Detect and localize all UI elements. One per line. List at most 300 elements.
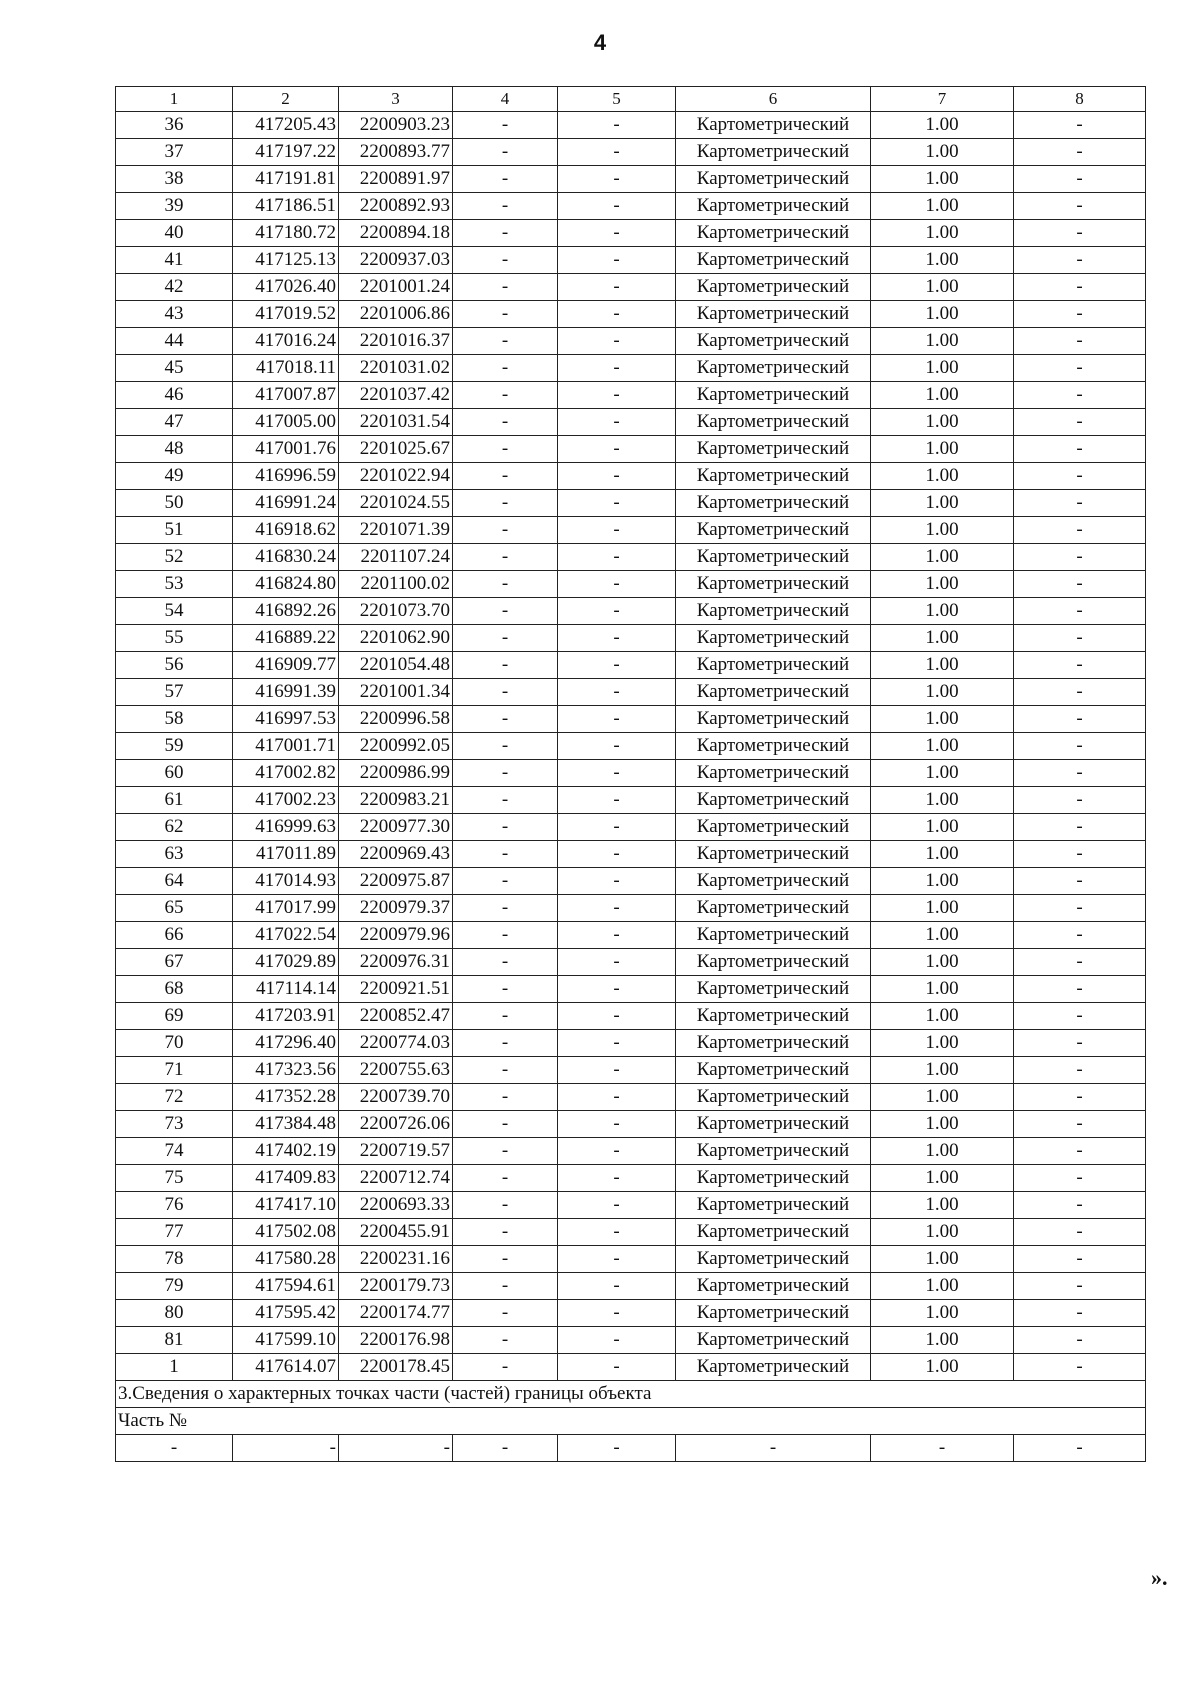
- table-cell: 1.00: [871, 409, 1014, 436]
- table-cell: 416889.22: [233, 625, 339, 652]
- table-cell: -: [453, 1165, 558, 1192]
- table-cell: Картометрический: [676, 733, 871, 760]
- table-cell: -: [339, 1435, 453, 1462]
- table-cell: Картометрический: [676, 328, 871, 355]
- table-cell: 45: [116, 355, 233, 382]
- table-cell: -: [453, 895, 558, 922]
- table-cell: -: [558, 571, 676, 598]
- table-cell: 1.00: [871, 1057, 1014, 1084]
- table-cell: 416997.53: [233, 706, 339, 733]
- table-cell: 417007.87: [233, 382, 339, 409]
- table-cell: -: [1014, 1192, 1146, 1219]
- table-cell: -: [1014, 733, 1146, 760]
- table-cell: -: [453, 1246, 558, 1273]
- table-cell: -: [453, 1030, 558, 1057]
- table-cell: 2200992.05: [339, 733, 453, 760]
- table-cell: 71: [116, 1057, 233, 1084]
- table-cell: 1.00: [871, 490, 1014, 517]
- table-cell: -: [1014, 247, 1146, 274]
- table-cell: 1.00: [871, 1192, 1014, 1219]
- table-cell: Картометрический: [676, 625, 871, 652]
- table-cell: Картометрический: [676, 517, 871, 544]
- table-cell: 1.00: [871, 706, 1014, 733]
- table-cell: 55: [116, 625, 233, 652]
- table-cell: 1.00: [871, 895, 1014, 922]
- table-row: [116, 139, 1146, 166]
- table-cell: -: [558, 328, 676, 355]
- table-cell: -: [558, 1435, 676, 1462]
- table-cell: 417352.28: [233, 1084, 339, 1111]
- table-cell: 2201016.37: [339, 328, 453, 355]
- table-cell: Картометрический: [676, 1300, 871, 1327]
- table-cell: 1.00: [871, 220, 1014, 247]
- table-cell: -: [453, 112, 558, 139]
- table-cell: 2201001.34: [339, 679, 453, 706]
- table-cell: 2200719.57: [339, 1138, 453, 1165]
- table-cell: -: [1014, 625, 1146, 652]
- table-row: [116, 382, 1146, 409]
- table-cell: 76: [116, 1192, 233, 1219]
- table-cell: 2201031.02: [339, 355, 453, 382]
- table-cell: Картометрический: [676, 139, 871, 166]
- table-cell: 1.00: [871, 760, 1014, 787]
- table-cell: Картометрический: [676, 1084, 871, 1111]
- table-row: [116, 517, 1146, 544]
- table-row: [116, 868, 1146, 895]
- table-cell: 2200986.99: [339, 760, 453, 787]
- table-cell: 1.00: [871, 544, 1014, 571]
- table-cell: 1.00: [871, 1111, 1014, 1138]
- table-cell: Картометрический: [676, 1003, 871, 1030]
- table-cell: -: [453, 868, 558, 895]
- table-cell: -: [1014, 355, 1146, 382]
- table-cell: 417014.93: [233, 868, 339, 895]
- table-row: [116, 841, 1146, 868]
- table-row: [116, 1057, 1146, 1084]
- table-cell: 417402.19: [233, 1138, 339, 1165]
- table-row: [116, 328, 1146, 355]
- table-cell: Картометрический: [676, 1138, 871, 1165]
- table-cell: -: [558, 517, 676, 544]
- table-row: [116, 1246, 1146, 1273]
- table-cell: -: [1014, 1246, 1146, 1273]
- table-row: [116, 1354, 1146, 1381]
- table-cell: 77: [116, 1219, 233, 1246]
- table-cell: -: [558, 1030, 676, 1057]
- table-cell: Картометрический: [676, 247, 871, 274]
- table-cell: 78: [116, 1246, 233, 1273]
- table-cell: 70: [116, 1030, 233, 1057]
- table-row: [116, 220, 1146, 247]
- table-cell: Картометрический: [676, 1354, 871, 1381]
- table-cell: 2200174.77: [339, 1300, 453, 1327]
- table-cell: 417125.13: [233, 247, 339, 274]
- table-cell: 1.00: [871, 1354, 1014, 1381]
- table-cell: -: [558, 463, 676, 490]
- table-cell: -: [453, 328, 558, 355]
- table-cell: 1.00: [871, 436, 1014, 463]
- table-cell: 2201031.54: [339, 409, 453, 436]
- table-cell: -: [453, 1138, 558, 1165]
- table-cell: Картометрический: [676, 274, 871, 301]
- part-row: [116, 1435, 1146, 1462]
- table-cell: -: [1014, 490, 1146, 517]
- table-cell: 47: [116, 409, 233, 436]
- table-cell: 2201107.24: [339, 544, 453, 571]
- table-cell: 1.00: [871, 166, 1014, 193]
- table-cell: 2200977.30: [339, 814, 453, 841]
- table-cell: -: [1014, 1300, 1146, 1327]
- table-cell: 416824.80: [233, 571, 339, 598]
- table-cell: -: [453, 571, 558, 598]
- table-cell: 416991.39: [233, 679, 339, 706]
- table-cell: -: [1014, 517, 1146, 544]
- table-cell: -: [453, 598, 558, 625]
- table-cell: 1.00: [871, 1165, 1014, 1192]
- table-cell: 61: [116, 787, 233, 814]
- table-cell: -: [1014, 760, 1146, 787]
- table-cell: -: [558, 220, 676, 247]
- table-cell: Картометрический: [676, 544, 871, 571]
- table-cell: 2200179.73: [339, 1273, 453, 1300]
- table-cell: Картометрический: [676, 760, 871, 787]
- table-cell: -: [558, 490, 676, 517]
- table-cell: 3: [339, 87, 453, 112]
- table-cell: -: [1014, 436, 1146, 463]
- table-cell: -: [1014, 922, 1146, 949]
- table-cell: -: [558, 139, 676, 166]
- table-cell: 417203.91: [233, 1003, 339, 1030]
- table-cell: 39: [116, 193, 233, 220]
- table-cell: 416892.26: [233, 598, 339, 625]
- table-cell: -: [1014, 868, 1146, 895]
- table-cell: 1.00: [871, 1030, 1014, 1057]
- table-cell: -: [1014, 1084, 1146, 1111]
- table-cell: -: [1014, 787, 1146, 814]
- table-cell: 1.00: [871, 949, 1014, 976]
- table-cell: -: [558, 976, 676, 1003]
- table-cell: Картометрический: [676, 976, 871, 1003]
- table-cell: Картометрический: [676, 490, 871, 517]
- table-cell: -: [453, 517, 558, 544]
- table-cell: 50: [116, 490, 233, 517]
- table-row: [116, 625, 1146, 652]
- table-cell: 1: [116, 87, 233, 112]
- table-cell: 65: [116, 895, 233, 922]
- table-cell: -: [453, 841, 558, 868]
- table-cell: 69: [116, 1003, 233, 1030]
- table-row: [116, 166, 1146, 193]
- table-cell: 1.00: [871, 1327, 1014, 1354]
- table-cell: -: [1014, 1435, 1146, 1462]
- table-cell: -: [453, 274, 558, 301]
- table-cell: 417594.61: [233, 1273, 339, 1300]
- table-cell: 64: [116, 868, 233, 895]
- table-cell: 417595.42: [233, 1300, 339, 1327]
- table-cell: -: [558, 841, 676, 868]
- table-cell: 416918.62: [233, 517, 339, 544]
- table-cell: Картометрический: [676, 652, 871, 679]
- table-cell: Картометрический: [676, 1111, 871, 1138]
- table-cell: -: [1014, 1273, 1146, 1300]
- table-cell: 54: [116, 598, 233, 625]
- table-cell: 48: [116, 436, 233, 463]
- table-cell: 417205.43: [233, 112, 339, 139]
- table-cell: -: [558, 679, 676, 706]
- table-row: [116, 679, 1146, 706]
- table-cell: -: [871, 1435, 1014, 1462]
- table-cell: 2200937.03: [339, 247, 453, 274]
- table-cell: -: [1014, 1354, 1146, 1381]
- table-cell: 75: [116, 1165, 233, 1192]
- table-cell: 2200892.93: [339, 193, 453, 220]
- table-cell: -: [453, 220, 558, 247]
- table-cell: -: [453, 1192, 558, 1219]
- table-cell: 2200893.77: [339, 139, 453, 166]
- table-cell: 79: [116, 1273, 233, 1300]
- table-cell: 416991.24: [233, 490, 339, 517]
- table-cell: 417001.71: [233, 733, 339, 760]
- table-cell: -: [558, 355, 676, 382]
- table-cell: -: [453, 652, 558, 679]
- table-cell: 1.00: [871, 1084, 1014, 1111]
- table-cell: 36: [116, 112, 233, 139]
- part-number-label: [116, 1408, 1146, 1435]
- table-cell: Картометрический: [676, 706, 871, 733]
- table-cell: -: [453, 463, 558, 490]
- table-cell: 1.00: [871, 1003, 1014, 1030]
- table-cell: -: [558, 382, 676, 409]
- table-cell: 417323.56: [233, 1057, 339, 1084]
- table-cell: -: [558, 1273, 676, 1300]
- table-cell: 2200921.51: [339, 976, 453, 1003]
- table-cell: Картометрический: [676, 814, 871, 841]
- table-cell: Картометрический: [676, 841, 871, 868]
- table-cell: -: [1014, 1111, 1146, 1138]
- table-cell: -: [453, 544, 558, 571]
- table-cell: 1.00: [871, 274, 1014, 301]
- table-cell: 1.00: [871, 841, 1014, 868]
- table-cell: 2201073.70: [339, 598, 453, 625]
- table-row: [116, 355, 1146, 382]
- table-cell: 417296.40: [233, 1030, 339, 1057]
- table-cell: 417022.54: [233, 922, 339, 949]
- table-cell: -: [453, 1327, 558, 1354]
- table-cell: -: [453, 787, 558, 814]
- table-cell: -: [1014, 1057, 1146, 1084]
- table-row: [116, 949, 1146, 976]
- table-cell: 417005.00: [233, 409, 339, 436]
- table-cell: -: [1014, 679, 1146, 706]
- table-row: [116, 895, 1146, 922]
- table-cell: 57: [116, 679, 233, 706]
- table-cell: 8: [1014, 87, 1146, 112]
- table-cell: 2201006.86: [339, 301, 453, 328]
- table-cell: Картометрический: [676, 1192, 871, 1219]
- table-cell: 44: [116, 328, 233, 355]
- table-cell: -: [558, 436, 676, 463]
- table-cell: Картометрический: [676, 193, 871, 220]
- table-row: [116, 1138, 1146, 1165]
- table-cell: -: [558, 1111, 676, 1138]
- table-cell: 416909.77: [233, 652, 339, 679]
- table-cell: -: [558, 760, 676, 787]
- table-cell: -: [453, 1219, 558, 1246]
- table-cell: -: [558, 544, 676, 571]
- table-cell: -: [1014, 463, 1146, 490]
- table-cell: 5: [558, 87, 676, 112]
- table-cell: 416830.24: [233, 544, 339, 571]
- table-cell: -: [453, 193, 558, 220]
- table-cell: 2200739.70: [339, 1084, 453, 1111]
- table-cell: 1.00: [871, 598, 1014, 625]
- table-cell: 2201022.94: [339, 463, 453, 490]
- table-cell: -: [1014, 409, 1146, 436]
- table-cell: -: [453, 625, 558, 652]
- table-row: [116, 706, 1146, 733]
- table-row: [116, 976, 1146, 1003]
- table-cell: 53: [116, 571, 233, 598]
- table-cell: 37: [116, 139, 233, 166]
- table-row: [116, 463, 1146, 490]
- table-cell: -: [558, 652, 676, 679]
- table-row: [116, 274, 1146, 301]
- table-row: [116, 1192, 1146, 1219]
- table-cell: 63: [116, 841, 233, 868]
- table-cell: Картометрический: [676, 409, 871, 436]
- table-row: [116, 1003, 1146, 1030]
- table-row: [116, 112, 1146, 139]
- table-cell: -: [1014, 1138, 1146, 1165]
- table-row: [116, 760, 1146, 787]
- table-cell: 417016.24: [233, 328, 339, 355]
- table-cell: Картометрический: [676, 1219, 871, 1246]
- table-cell: 417019.52: [233, 301, 339, 328]
- table-cell: 417011.89: [233, 841, 339, 868]
- table-cell: 2200231.16: [339, 1246, 453, 1273]
- table-cell: -: [558, 166, 676, 193]
- table-cell: 417599.10: [233, 1327, 339, 1354]
- table-cell: Картометрический: [676, 949, 871, 976]
- table-row: [116, 301, 1146, 328]
- table-cell: -: [1014, 1327, 1146, 1354]
- table-cell: -: [558, 274, 676, 301]
- table-cell: 49: [116, 463, 233, 490]
- table-cell: -: [1014, 1219, 1146, 1246]
- table-cell: -: [558, 787, 676, 814]
- table-cell: 2200176.98: [339, 1327, 453, 1354]
- table-cell: -: [558, 625, 676, 652]
- table-cell: 67: [116, 949, 233, 976]
- table-cell: -: [558, 1192, 676, 1219]
- table-cell: -: [558, 1003, 676, 1030]
- table-cell: 1.00: [871, 679, 1014, 706]
- table-cell: 73: [116, 1111, 233, 1138]
- boundary-points-table: [115, 86, 1146, 1462]
- table-cell: -: [558, 1165, 676, 1192]
- table-row: [116, 1327, 1146, 1354]
- table-cell: -: [453, 247, 558, 274]
- table-cell: -: [1014, 382, 1146, 409]
- table-cell: -: [453, 355, 558, 382]
- table-cell: -: [453, 1084, 558, 1111]
- table-row: [116, 787, 1146, 814]
- table-cell: -: [1014, 598, 1146, 625]
- table-cell: Картометрический: [676, 436, 871, 463]
- table-cell: -: [453, 409, 558, 436]
- table-row: [116, 1084, 1146, 1111]
- table-cell: 1.00: [871, 787, 1014, 814]
- table-cell: -: [558, 895, 676, 922]
- table-cell: 62: [116, 814, 233, 841]
- table-cell: 1.00: [871, 355, 1014, 382]
- table-cell: -: [558, 247, 676, 274]
- table-cell: -: [558, 922, 676, 949]
- table-cell: Картометрический: [676, 1165, 871, 1192]
- table-cell: 2201037.42: [339, 382, 453, 409]
- table-cell: 417614.07: [233, 1354, 339, 1381]
- table-row: [116, 922, 1146, 949]
- table-row: [116, 409, 1146, 436]
- table-cell: 2200996.58: [339, 706, 453, 733]
- table-cell: 2201100.02: [339, 571, 453, 598]
- table-cell: 417191.81: [233, 166, 339, 193]
- page-number: 4: [593, 30, 607, 55]
- table-cell: 4: [453, 87, 558, 112]
- table-cell: 56: [116, 652, 233, 679]
- table-cell: -: [558, 1246, 676, 1273]
- table-cell: 68: [116, 976, 233, 1003]
- table-cell: -: [558, 706, 676, 733]
- table-row: [116, 193, 1146, 220]
- table-cell: -: [1014, 814, 1146, 841]
- table-cell: Картометрический: [676, 571, 871, 598]
- table-cell: 417186.51: [233, 193, 339, 220]
- table-cell: 1.00: [871, 301, 1014, 328]
- table-cell: 416996.59: [233, 463, 339, 490]
- table-cell: -: [1014, 301, 1146, 328]
- table-cell: 1.00: [871, 517, 1014, 544]
- table-cell: 58: [116, 706, 233, 733]
- table-cell: 2201001.24: [339, 274, 453, 301]
- table-cell: -: [558, 598, 676, 625]
- table-cell: -: [453, 139, 558, 166]
- table-cell: 417417.10: [233, 1192, 339, 1219]
- table-cell: -: [676, 1435, 871, 1462]
- table-cell: -: [1014, 841, 1146, 868]
- table-cell: 1.00: [871, 976, 1014, 1003]
- table-cell: -: [1014, 220, 1146, 247]
- table-cell: 1.00: [871, 571, 1014, 598]
- part-number-label-text: Часть №: [116, 1408, 1146, 1435]
- table-row: [116, 544, 1146, 571]
- table-cell: -: [453, 733, 558, 760]
- table-cell: 1.00: [871, 625, 1014, 652]
- table-cell: -: [453, 679, 558, 706]
- table-cell: 1.00: [871, 733, 1014, 760]
- table-cell: -: [1014, 949, 1146, 976]
- table-cell: -: [453, 1003, 558, 1030]
- table-cell: 1.00: [871, 382, 1014, 409]
- table-cell: -: [1014, 706, 1146, 733]
- table-cell: 417502.08: [233, 1219, 339, 1246]
- table-cell: 2200903.23: [339, 112, 453, 139]
- table-cell: -: [1014, 274, 1146, 301]
- table-cell: -: [453, 1111, 558, 1138]
- table-cell: 417017.99: [233, 895, 339, 922]
- table-cell: -: [453, 949, 558, 976]
- section3-title: [116, 1381, 1146, 1408]
